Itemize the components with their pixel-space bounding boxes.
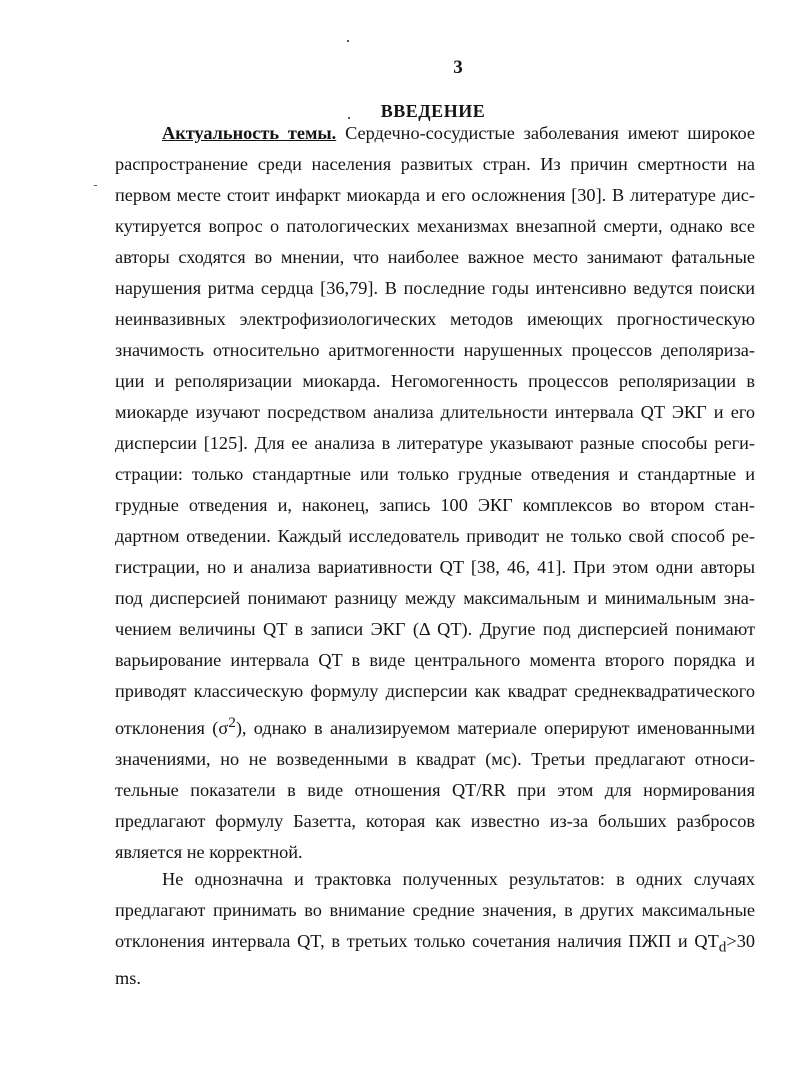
text-line: тельные показатели в виде отношения QT/RR при этом для нормирования xyxy=(115,780,755,801)
text-line: авторы сходятся во мнении, что наиболее важное место занимают фатальные xyxy=(115,247,755,267)
text-line: приводят классическую формулу дисперсии как квадрат среднеквадратического xyxy=(115,681,755,701)
paragraph-relevance xyxy=(115,118,755,868)
scan-speck xyxy=(347,40,349,42)
sigma-superscript: 2 xyxy=(228,714,236,731)
text-line: ms. xyxy=(115,967,141,988)
text-line: под дисперсией понимают разницу между максимальным и минимальным зна- xyxy=(115,588,755,608)
text-line: дартном отведении. Каждый исследователь приводит не только свой способ ре- xyxy=(115,526,755,546)
text-line: неинвазивных электрофизиологических методов имеющих прогностическую xyxy=(115,309,755,329)
text-line: чением величины QT в записи ЭКГ (Δ QT). Другие под дисперсией понимают xyxy=(115,619,755,639)
text-line: предлагают принимать во внимание средние значения, в других максимальные xyxy=(115,900,755,920)
text-line: гистрации, но и анализа вариативности QT [38, 46, 41]. При этом одни авторы xyxy=(115,557,755,577)
text-line: миокарде изучают посредством анализа длительности интервала QT ЭКГ и его xyxy=(115,402,755,422)
text-line: предлагают формулу Базетта, которая как известно из-за больших разбросов xyxy=(115,811,755,832)
paragraph-interpretation xyxy=(115,864,755,994)
relevance-heading: Актуальность темы. xyxy=(162,123,337,143)
text-line: дисперсии [125]. Для ее анализа в литературе указывают разные способы реги- xyxy=(115,433,755,453)
text-line: Не однозначна и трактовка полученных результатов: в одних случаях xyxy=(162,869,755,889)
section-title: ВВЕДЕНИЕ xyxy=(380,101,486,121)
text-line: кутируется вопрос о патологических механизмах внезапной смерти, однако все xyxy=(115,216,755,236)
scan-speck xyxy=(94,185,97,186)
text-line: Актуальность темы. Сердечно-сосудистые заболевания имеют широкое xyxy=(162,123,755,143)
text-line: является не корректной. xyxy=(115,842,303,863)
text-line: отклонения интервала QT, в третьих только сочетания наличия ПЖП и $QT_d>30$ xyxy=(115,931,755,956)
page-number: 3 xyxy=(453,57,463,78)
text-line: распространение среди населения развитых стран. Из причин смертности на xyxy=(115,154,755,174)
text-line: значениями, но не возведенными в квадрат (мс). Третьи предлагают относи- xyxy=(115,749,755,770)
text-line: отклонения $(\sigma^2)$, однако в анализируемом материале оперируют именованными xyxy=(115,714,756,739)
text-line: варьирование интервала QT в виде центрального момента второго порядка и xyxy=(115,650,755,670)
text-line: грудные отведения и, наконец, запись 100 ЭКГ комплексов во втором стан- xyxy=(115,495,755,515)
text-line: страции: только стандартные или только грудные отведения и стандартные и xyxy=(115,464,755,484)
qt-subscript: d xyxy=(718,938,727,956)
text-line: нарушения ритма сердца [36,79]. В последние годы интенсивно ведутся поиски xyxy=(115,278,755,298)
text-line: первом месте стоит инфаркт миокарда и его осложнения [30]. В литературе дис- xyxy=(115,185,755,205)
text-line: значимость относительно аритмогенности нарушенных процессов деполяриза- xyxy=(115,340,755,360)
text-line: ции и реполяризации миокарда. Негомогенность процессов реполяризации в xyxy=(115,371,755,391)
